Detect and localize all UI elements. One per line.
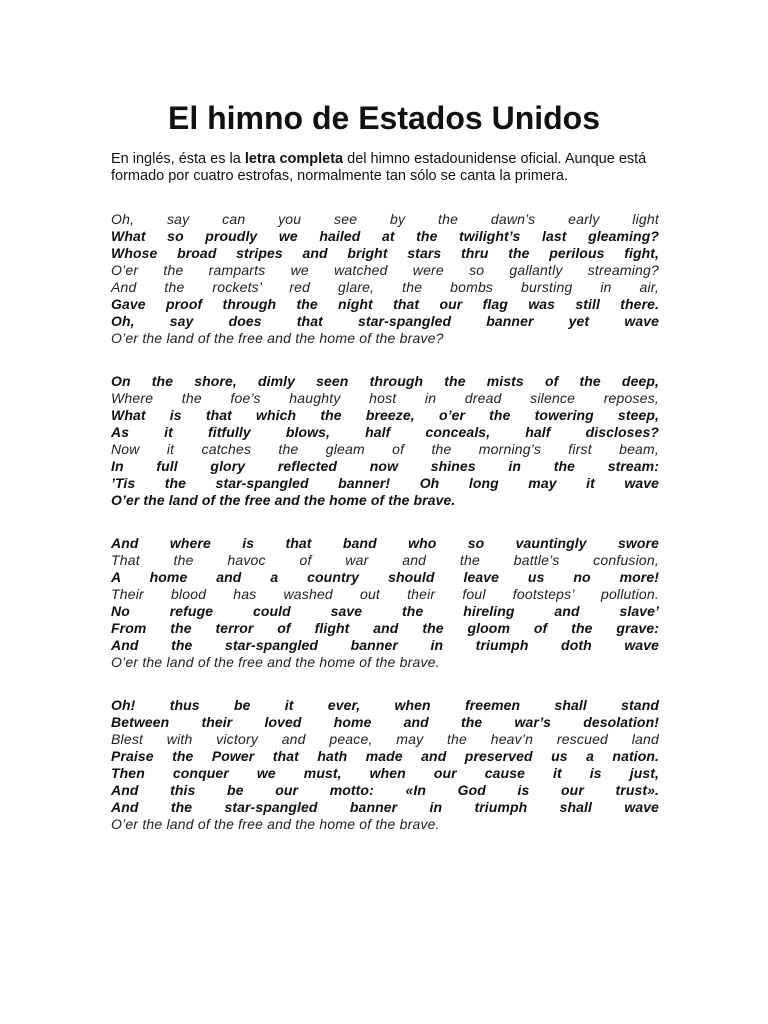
page-title: El himno de Estados Unidos [167, 100, 601, 136]
anthem-line: O’er the land of the free and the home of the brave? [111, 330, 444, 346]
anthem-line: Blest with victory and peace, may the heav’n rescued land [111, 731, 659, 747]
anthem-line: A home and a country should leave us no more! [111, 569, 659, 585]
intro-text-start: En inglés, ésta es la [111, 151, 245, 167]
anthem-line: O’er the land of the free and the home of the brave. [111, 492, 456, 508]
anthem-line: What is that which the breeze, o’er the towering steep, [111, 407, 659, 423]
intro-text-end: del himno estadounidense oficial. Aunque está formado por cuatro estrofas, normalmente tan sólo se canta la primera. [111, 151, 647, 184]
anthem-line: Oh! thus be it ever, when freemen shall stand [111, 697, 659, 713]
stanza-2 [111, 373, 659, 509]
anthem-line: On the shore, dimly seen through the mists of the deep, [111, 373, 659, 389]
stanza-3 [111, 535, 659, 671]
anthem-line: ’Tis the star-spangled banner! Oh long may it wave [111, 475, 659, 491]
anthem-line: And this be our motto: «In God is our trust». [111, 782, 659, 798]
anthem-line: Between their loved home and the war’s desolation! [111, 714, 659, 730]
anthem-line: From the terror of flight and the gloom of the grave: [111, 620, 659, 636]
anthem-line: Whose broad stripes and bright stars thru the perilous fight, [111, 245, 659, 261]
intro-bold-text: letra completa [244, 151, 344, 167]
anthem-line: What so proudly we hailed at the twilight’s last gleaming? [111, 228, 659, 244]
anthem-line: And the rockets’ red glare, the bombs bursting in air, [111, 279, 659, 295]
anthem-line: Oh, say does that star-spangled banner yet wave [111, 313, 659, 329]
anthem-line: O’er the ramparts we watched were so gallantly streaming? [111, 262, 659, 278]
anthem-line: Now it catches the gleam of the morning’s first beam, [111, 441, 659, 457]
stanza-1 [111, 211, 659, 347]
anthem-line: Oh, say can you see by the dawn’s early light [111, 211, 659, 227]
anthem-line: O’er the land of the free and the home of the brave. [111, 654, 440, 670]
anthem-line: And the star-spangled banner in triumph shall wave [111, 799, 659, 815]
anthem-line: Praise the Power that hath made and preserved us a nation. [111, 748, 659, 764]
anthem-line: In full glory reflected now shines in the stream: [111, 458, 659, 474]
anthem-line: And where is that band who so vauntingly swore [111, 535, 659, 551]
anthem-line: That the havoc of war and the battle’s confusion, [111, 552, 659, 568]
stanza-4 [111, 697, 659, 833]
anthem-line: Gave proof through the night that our flag was still there. [111, 296, 659, 312]
anthem-line: No refuge could save the hireling and slave’ [111, 603, 659, 619]
anthem-line: O’er the land of the free and the home of the brave. [111, 816, 440, 832]
anthem-line: As it fitfully blows, half conceals, half discloses? [111, 424, 659, 440]
intro-paragraph [111, 151, 659, 185]
anthem-line: Their blood has washed out their foul footsteps’ pollution. [111, 586, 659, 602]
anthem-line: Where the foe’s haughty host in dread silence reposes, [111, 390, 659, 406]
anthem-line: Then conquer we must, when our cause it is just, [111, 765, 659, 781]
anthem-line: And the star-spangled banner in triumph doth wave [111, 637, 659, 653]
